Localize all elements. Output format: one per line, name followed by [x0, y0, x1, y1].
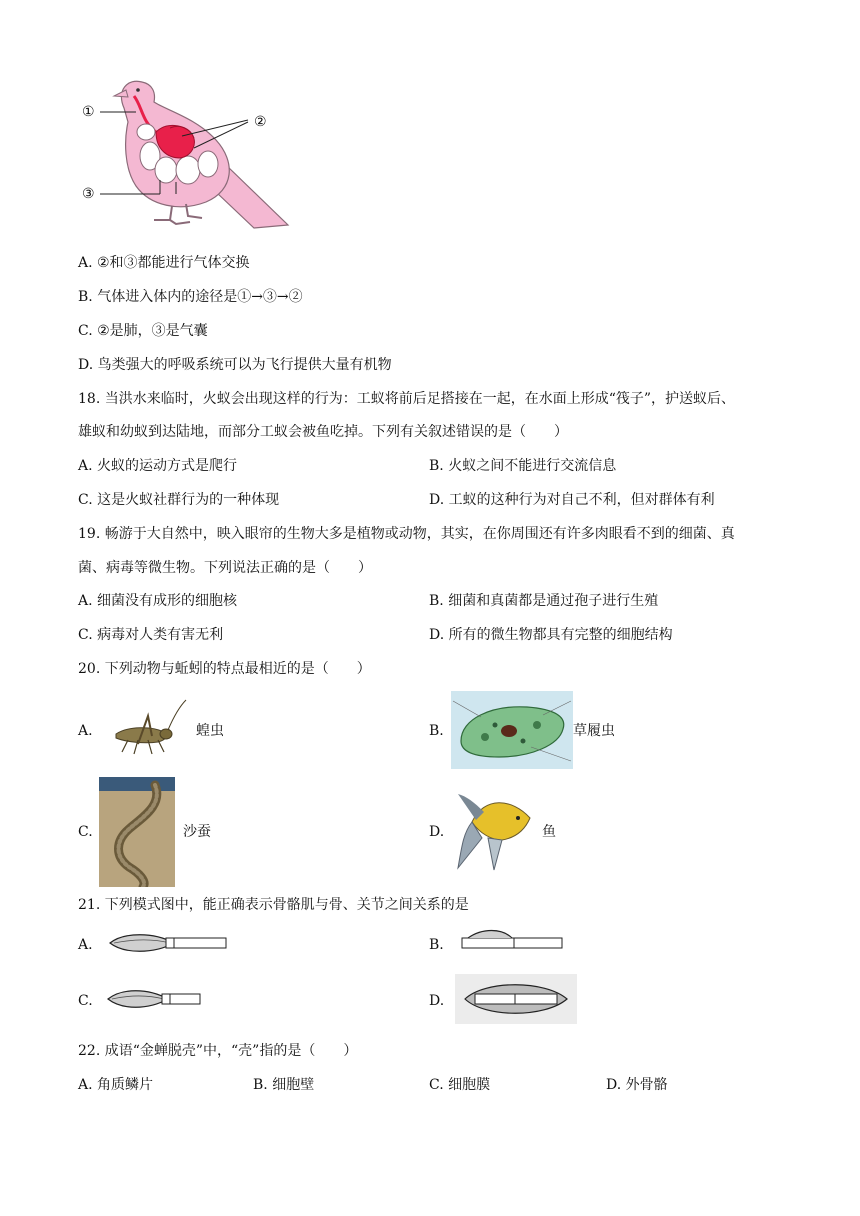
figure-label-3: ③	[82, 186, 95, 202]
q20-stem: 20. 下列动物与蚯蚓的特点最相近的是（ ）	[78, 661, 371, 677]
figure-label-2: ②	[254, 114, 267, 130]
q18-stem-line1: 18. 当洪水来临时，火蚁会出现这样的行为：工蚁将前后足搭接在一起，在水面上形成“筏子”，护送蚁后、	[78, 391, 736, 407]
q19-stem-line1: 19. 畅游于大自然中，映入眼帘的生物大多是植物或动物，其实，在你周围还有许多肉眼看不到的细菌、真	[78, 526, 735, 542]
q18-stem-line2: 雄蚁和幼蚁到达陆地，而部分工蚁会被鱼吃掉。下列有关叙述错误的是（ ）	[78, 424, 568, 440]
figure-label-1: ①	[82, 104, 95, 120]
paramecium-image	[451, 691, 573, 769]
q18-option-d[interactable]: D. 工蚁的这种行为对自己不利，但对群体有利	[429, 492, 715, 508]
q17-option-c[interactable]: C. ②是肺，③是气囊	[78, 323, 208, 339]
q17-option-b[interactable]: B. 气体进入体内的途径是①→③→②	[78, 289, 303, 305]
q18-option-c[interactable]: C. 这是火蚁社群行为的一种体现	[78, 492, 280, 508]
q18-option-b[interactable]: B. 火蚁之间不能进行交流信息	[429, 458, 617, 474]
q18-option-a[interactable]: A. 火蚁的运动方式是爬行	[78, 458, 238, 474]
pigeon-respiratory-figure	[76, 70, 296, 230]
q20-option-c-name: 沙蚕	[183, 824, 211, 840]
muscle-bone-model-d	[455, 974, 577, 1024]
q17-option-a[interactable]: A. ②和③都能进行气体交换	[78, 255, 250, 271]
q19-stem-line2: 菌、病毒等微生物。下列说法正确的是（ ）	[78, 560, 372, 576]
q20-option-c-letter[interactable]: C.	[78, 824, 93, 840]
q22-option-d[interactable]: D. 外骨骼	[606, 1077, 668, 1093]
q21-option-b-letter[interactable]: B.	[429, 937, 444, 953]
q21-option-c-letter[interactable]: C.	[78, 993, 93, 1009]
q20-option-b-name: 草履虫	[573, 723, 615, 739]
muscle-bone-model-c	[104, 984, 204, 1014]
muscle-bone-model-b	[458, 928, 568, 958]
q21-option-a-letter[interactable]: A.	[78, 937, 93, 953]
q22-option-b[interactable]: B. 细胞壁	[253, 1077, 315, 1093]
q22-option-c[interactable]: C. 细胞膜	[429, 1077, 491, 1093]
q20-option-a-letter[interactable]: A.	[78, 723, 93, 739]
q21-stem: 21. 下列模式图中，能正确表示骨骼肌与骨、关节之间关系的是	[78, 897, 469, 913]
q17-option-d[interactable]: D. 鸟类强大的呼吸系统可以为飞行提供大量有机物	[78, 357, 392, 373]
sandworm-image	[99, 777, 175, 887]
q19-option-b[interactable]: B. 细菌和真菌都是通过孢子进行生殖	[429, 593, 659, 609]
q19-option-a[interactable]: A. 细菌没有成形的细胞核	[78, 593, 238, 609]
q22-stem: 22. 成语“金蝉脱壳”中，“壳”指的是（ ）	[78, 1043, 358, 1059]
q20-option-d-name: 鱼	[542, 824, 556, 840]
q20-option-b-letter[interactable]: B.	[429, 723, 444, 739]
q22-option-a[interactable]: A. 角质鳞片	[78, 1077, 154, 1093]
grasshopper-image	[108, 696, 188, 766]
muscle-bone-model-a	[104, 928, 230, 958]
q20-option-d-letter[interactable]: D.	[429, 824, 445, 840]
q20-option-a-name: 蝗虫	[196, 723, 224, 739]
q19-option-d[interactable]: D. 所有的微生物都具有完整的细胞结构	[429, 627, 673, 643]
q19-option-c[interactable]: C. 病毒对人类有害无利	[78, 627, 224, 643]
q21-option-d-letter[interactable]: D.	[429, 993, 445, 1009]
angelfish-image	[454, 792, 534, 872]
